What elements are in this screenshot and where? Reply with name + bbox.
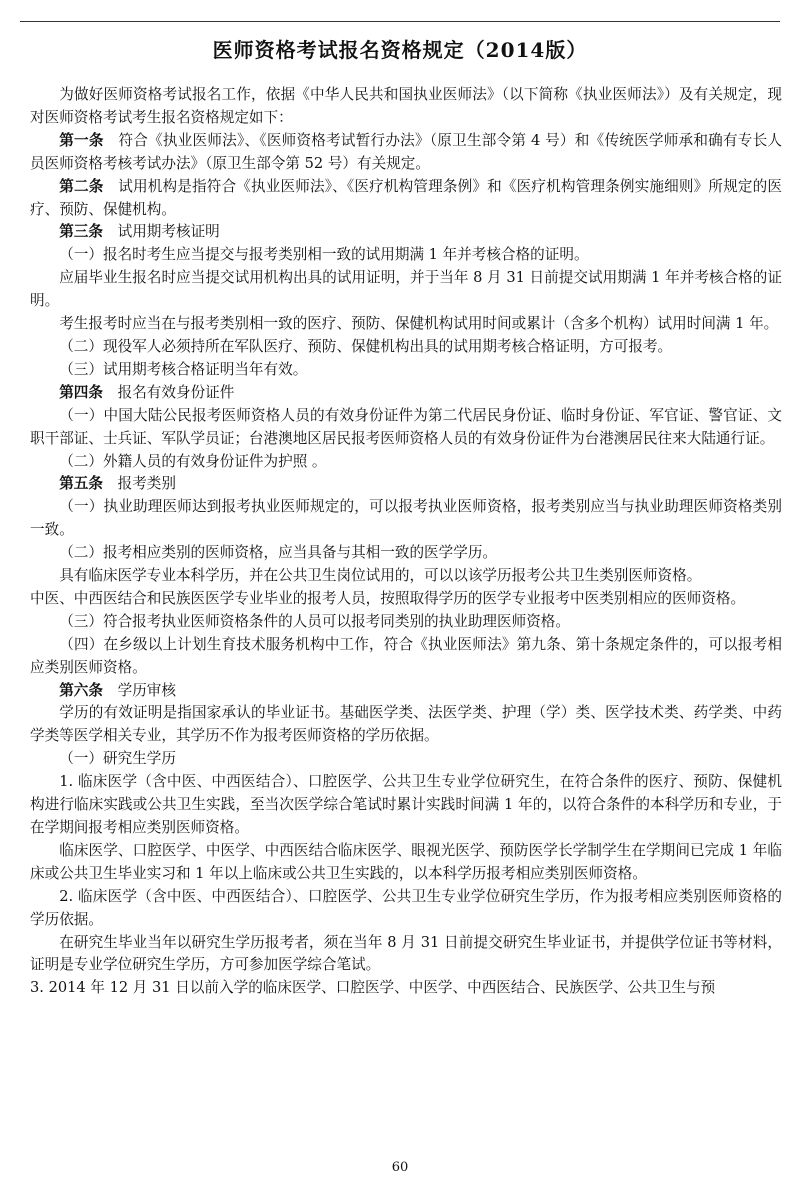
paragraph-text: 学历的有效证明是指国家承认的毕业证书。基础医学类、法医学类、护理（学）类、医学技术类、药学类、中药学类等医学相关专业，其学历不作为报考医师资格的学历依据。: [30, 704, 782, 745]
paragraph-text: （一）中国大陆公民报考医师资格人员的有效身份证件为第二代居民身份证、临时身份证、军官证、警官证、文职干部证、士兵证、军队学员证；台港澳地区居民报考医师资格人员的有效身份证件为台港澳居民往来大陆通行证。: [30, 406, 782, 447]
paragraph: [30, 451, 782, 474]
label-gap: [104, 132, 119, 149]
paragraph: [30, 748, 782, 771]
paragraph: [30, 336, 782, 359]
paragraph-text: 1. 临床医学（含中医、中西医结合）、口腔医学、公共卫生专业学位研究生，在符合条件的医疗、预防、保健机构进行临床实践或公共卫生实践，至当次医学综合笔试时累计实践时间满 1 年的，以符合条件的本科学历和专业，于在学期间报考相应类别医师资格。: [30, 773, 782, 836]
paragraph-text: 2. 临床医学（含中医、中西医结合）、口腔医学、公共卫生专业学位研究生学历，作为报考相应类别医师资格的学历依据。: [30, 887, 782, 928]
paragraph: [30, 359, 782, 382]
top-rule: [20, 21, 780, 22]
paragraph-text: （四）在乡级以上计划生育技术服务机构中工作，符合《执业医师法》第九条、第十条规定条件的，可以报考相应类别医师资格。: [30, 635, 782, 676]
paragraph-text: 应届毕业生报名时应当提交试用机构出具的试用证明，并于当年 8 月 31 日前提交试用期满 1 年并考核合格的证明。: [30, 269, 782, 310]
paragraph: [30, 771, 782, 840]
article-label: 第五条: [59, 475, 103, 493]
article-heading-paragraph: [30, 130, 782, 176]
document-body: [30, 84, 782, 1000]
paragraph: [30, 542, 782, 565]
paragraph-text: （一）执业助理医师达到报考执业医师规定的，可以报考执业医师资格，报考类别应当与执业助理医师资格类别一致。: [30, 498, 782, 539]
label-gap: [103, 384, 118, 401]
paragraph-text: 3. 2014 年 12 月 31 日以前入学的临床医学、口腔医学、中医学、中西医结合、民族医学、公共卫生与预: [30, 979, 716, 997]
label-gap: [103, 178, 118, 195]
paragraph: [30, 565, 782, 588]
article-label: 第二条: [59, 177, 104, 195]
paragraph: [30, 977, 782, 1000]
paragraph-text: （二）报考相应类别的医师资格，应当具备与其相一致的医学学历。: [59, 544, 498, 562]
article-heading-paragraph: [30, 221, 782, 244]
paragraph-text: 学历审核: [117, 681, 176, 699]
article-heading-paragraph: [30, 473, 782, 496]
article-heading-paragraph: [30, 176, 782, 222]
paragraph-text: 试用机构是指符合《执业医师法》、《医疗机构管理条例》和《医疗机构管理条例实施细则》所规定的医疗、预防、保健机构。: [30, 177, 782, 218]
paragraph: [30, 634, 782, 680]
paragraph: [30, 588, 782, 611]
article-label: 第一条: [59, 131, 104, 149]
paragraph-text: 临床医学、口腔医学、中医学、中西医结合临床医学、眼视光医学、预防医学长学制学生在学期间已完成 1 年临床或公共卫生毕业实习和 1 年以上临床或公共卫生实践的，以本科学历报考相应类别医师资格。: [30, 841, 782, 882]
paragraph: [30, 702, 782, 748]
article-label: 第四条: [59, 383, 103, 401]
paragraph-text: （三）试用期考核合格证明当年有效。: [59, 360, 308, 378]
paragraph: [30, 496, 782, 542]
paragraph-text: （二）外籍人员的有效身份证件为护照 。: [59, 452, 327, 470]
paragraph-text: （一）报名时考生应当提交与报考类别相一致的试用期满 1 年并考核合格的证明。: [59, 246, 589, 264]
label-gap: [103, 475, 118, 492]
paragraph-text: 考生报考时应当在与报考类别相一致的医疗、预防、保健机构试用时间或累计（含多个机构）试用时间满 1 年。: [59, 315, 779, 333]
paragraph: [30, 611, 782, 634]
article-heading-paragraph: [30, 382, 782, 405]
paragraph: [30, 244, 782, 267]
label-gap: [103, 223, 118, 240]
paragraph-text: 在研究生毕业当年以研究生学历报考者，须在当年 8 月 31 日前提交研究生毕业证书，并提供学位证书等材料，证明是专业学位研究生学历，方可参加医学综合笔试。: [30, 933, 782, 974]
paragraph-text: 中医、中西医结合和民族医医学专业毕业的报考人员，按照取得学历的医学专业报考中医类别相应的医师资格。: [30, 589, 746, 607]
article-label: 第三条: [59, 223, 103, 241]
paragraph-text: 为做好医师资格考试报名工作，依据《中华人民共和国执业医师法》（以下简称《执业医师法》）及有关规定，现对医师资格考试考生报名资格规定如下：: [30, 86, 782, 126]
paragraph: [30, 267, 782, 313]
paragraph-text: （一）研究生学历: [59, 750, 176, 768]
page-number: 60: [391, 1160, 409, 1175]
paragraph-text: （三）符合报考执业医师资格条件的人员可以报考同类别的执业助理医师资格。: [59, 612, 570, 630]
paragraph: [30, 886, 782, 932]
paragraph: [30, 313, 782, 336]
label-gap: [103, 682, 118, 699]
paragraph-text: 具有临床医学专业本科学历，并在公共卫生岗位试用的，可以以该学历报考公共卫生类别医师资格。: [59, 567, 702, 585]
paragraph-text: 试用期考核证明: [117, 223, 220, 241]
paragraph-text: 报考类别: [117, 475, 176, 493]
paragraph: [30, 932, 782, 978]
paragraph-text: 报名有效身份证件: [117, 383, 235, 401]
paragraph: [30, 84, 782, 130]
article-heading-paragraph: [30, 680, 782, 703]
paragraph: [30, 840, 782, 886]
article-label: 第六条: [59, 681, 103, 699]
paragraph: [30, 405, 782, 451]
page-title: 医师资格考试报名资格规定（2014版）: [212, 38, 588, 62]
paragraph-text: 符合《执业医师法》、《医师资格考试暂行办法》（原卫生部令第 4 号）和《传统医学师承和确有专长人员医师资格考核考试办法》（原卫生部令第 52 号）有关规定。: [30, 131, 782, 172]
paragraph-text: （二）现役军人必须持所在军队医疗、预防、保健机构出具的试用期考核合格证明，方可报考。: [59, 337, 673, 355]
